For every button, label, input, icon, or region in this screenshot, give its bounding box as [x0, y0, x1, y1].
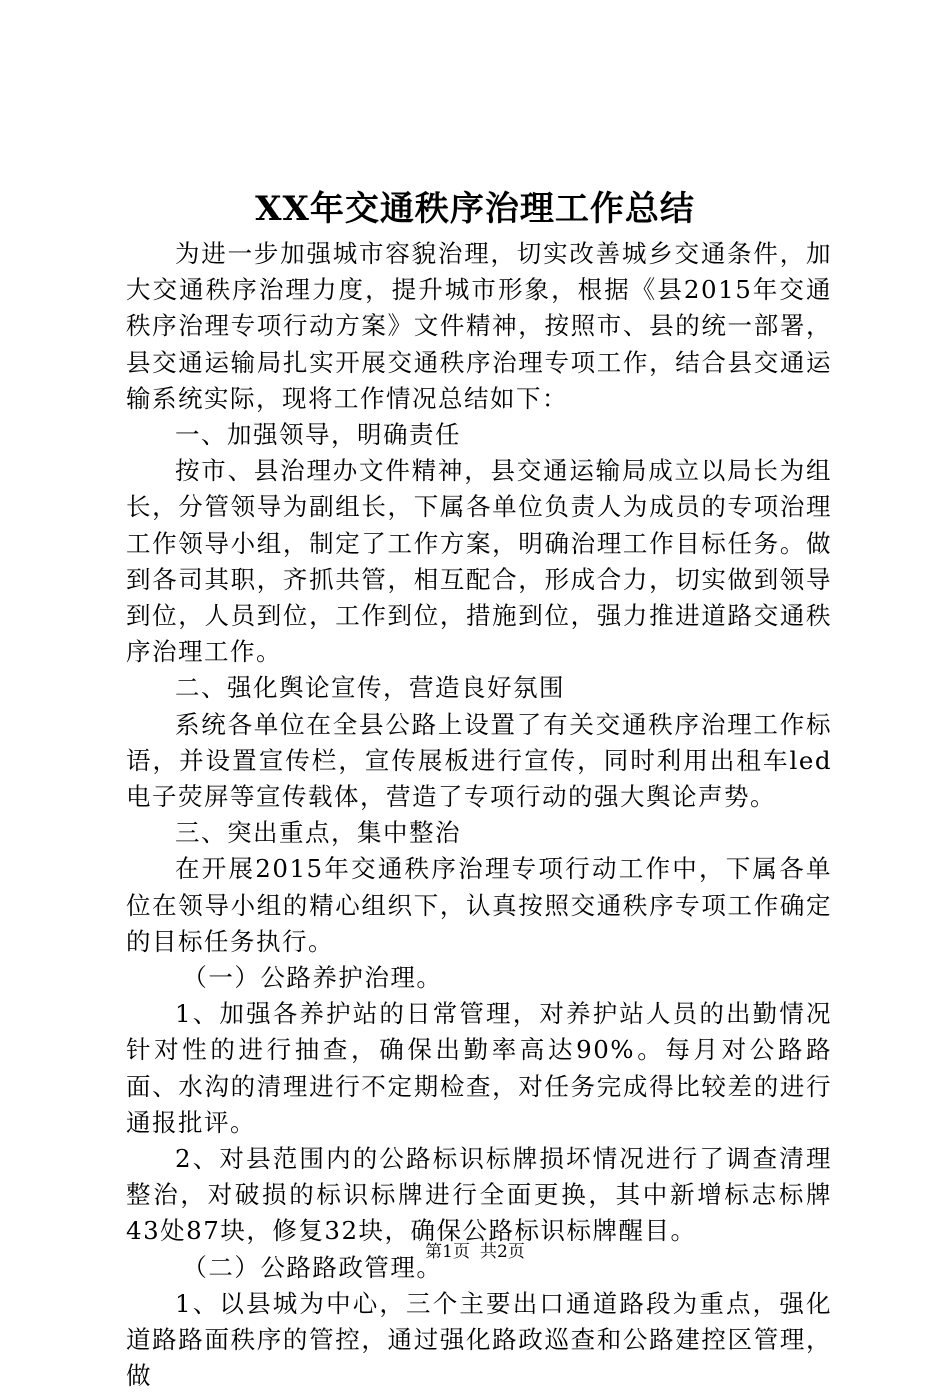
section-heading-3: 三、突出重点，集中整治: [175, 818, 461, 848]
paragraph-intro: 为进一步加强城市容貌治理，切实改善城乡交通条件，加大交通秩序治理力度，提升城市形象，根据《县2015年交通秩序治理专项行动方案》文件精神，按照市、县的统一部署，县交通运输局扎实开展交通秩序治理专项工作，结合县交通运输系统实际，现将工作情况总结如下：: [126, 239, 832, 413]
page-total: 共2页: [480, 1242, 525, 1262]
subsection-heading-1: （一）公路养护治理。: [182, 963, 443, 993]
paragraph-item-2-1: 1、以县城为中心，三个主要出口通道路段为重点，强化道路路面秩序的管控，通过强化路政巡查和公路建控区管理，做: [126, 1288, 832, 1391]
section-heading-1: 一、加强领导，明确责任: [175, 420, 461, 450]
paragraph-section-3: 在开展2015年交通秩序治理专项行动工作中，下属各单位在领导小组的精心组织下，认真按照交通秩序专项工作确定的目标任务执行。: [126, 854, 832, 956]
page-footer: [0, 1240, 950, 1264]
section-heading-2: 二、强化舆论宣传，营造良好氛围: [175, 673, 565, 703]
document-body: [126, 236, 832, 1395]
page-number: 第1页: [425, 1242, 470, 1262]
paragraph-section-1: 按市、县治理办文件精神，县交通运输局成立以局长为组长，分管领导为副组长，下属各单位负责人为成员的专项治理工作领导小组，制定了工作方案，明确治理工作目标任务。做到各司其职，齐抓共管，相互配合，形成合力，切实做到领导到位，人员到位，工作到位，措施到位，强力推进道路交通秩序治理工作。: [126, 456, 832, 667]
subsection-heading-2: （二）公路路政管理。: [182, 1252, 443, 1282]
paragraph-item-1-1: 1、加强各养护站的日常管理，对养护站人员的出勤情况针对性的进行抽查，确保出勤率高达90%。每月对公路路面、水沟的清理进行不定期检查，对任务完成得比较差的进行通报批评。: [126, 999, 832, 1137]
document-title: XX年交通秩序治理工作总结: [255, 189, 695, 229]
paragraph-item-1-2: 2、对县范围内的公路标识标牌损坏情况进行了调查清理整治，对破损的标识标牌进行全面更换，其中新增标志标牌43处87块，修复32块，确保公路标识标牌醒目。: [126, 1144, 832, 1246]
paragraph-section-2: 系统各单位在全县公路上设置了有关交通秩序治理工作标语，并设置宣传栏，宣传展板进行宣传，同时利用出租车led电子荧屏等宣传载体，营造了专项行动的强大舆论声势。: [126, 709, 832, 812]
